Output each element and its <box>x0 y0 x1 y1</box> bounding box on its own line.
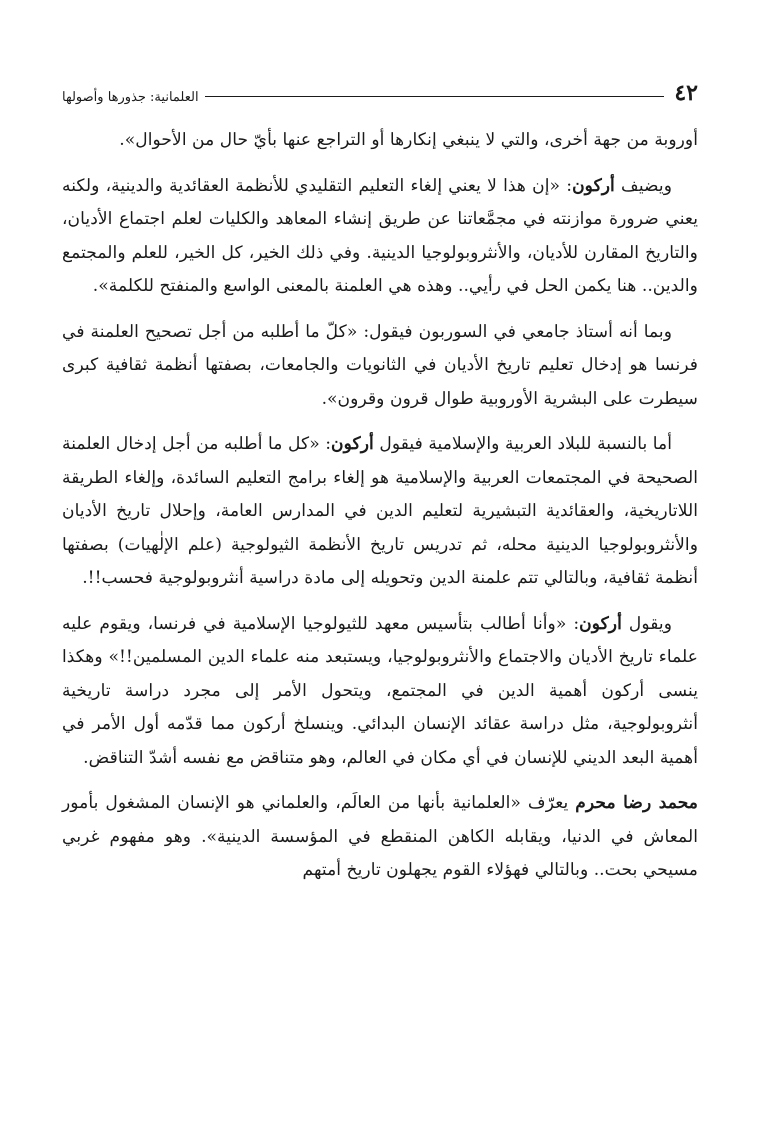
paragraph-5 <box>62 608 698 776</box>
book-page <box>62 72 698 1082</box>
paragraph-6 <box>62 787 698 888</box>
running-title: العلمانية: جذورها وأصولها <box>62 90 199 105</box>
paragraph-4 <box>62 428 698 596</box>
paragraph-bold-name: أركون <box>331 434 374 454</box>
paragraph-text-after: أوروبة من جهة أخرى، والتي لا ينبغي إنكارها أو التراجع عنها بأيّ حال من الأحوال». <box>119 130 698 150</box>
body-text <box>62 124 698 888</box>
header-rule <box>205 96 665 97</box>
paragraph-text-before: ويقول <box>621 613 672 634</box>
paragraph-3 <box>62 316 698 417</box>
paragraph-bold-name: محمد رضا محرم <box>575 793 698 813</box>
paragraph-text-after: : «إن هذا لا يعني إلغاء التعليم التقليدي للأنظمة العقائدية والدينية، ولكنه يعني ضرورة موازنته في مجمَّعاتنا عن طريق إنشاء المعاهد والكليات لعلم اجتماع الأديان، والتاريخ المقارن للأديان، والأنثروبولوجيا الدينية. وفي ذلك الخير، كل الخير، للعلم والمجتمع والدين.. هنا يكمن الحل في رأيي.. وهذه هي العلمنة بالمعنى الواسع والمنفتح للكلمة». <box>62 175 698 296</box>
paragraph-text-after: يعرّف «العلمانية بأنها من العالَم، والعلماني هو الإنسان المشغول بأمور المعاش في الدنيا، ويقابله الكاهن المنقطع في المؤسسة الدينية». وهو مفهوم غربي مسيحي بحت.. وبالتالي فهؤلاء القوم يجهلون تاريخ أمتهم <box>62 793 698 880</box>
paragraph-bold-name: أركون <box>579 613 622 634</box>
paragraph-text-after: : «وأنا أطالب بتأسيس معهد للثيولوجيا الإسلامية في فرنسا، ويقوم عليه علماء تاريخ الأديان والاجتماع والأنثروبولوجيا، ويستبعد منه علماء الدين المسلمين!!» وهكذا ينسى أركون أهمية الدين في المجتمع، ويتحول الأمر إلى مجرد دراسة تاريخية أنثروبولوجية، مثل دراسة عقائد الإنسان البدائي. وينسلخ أركون مما قدّمه أول الأمر في أهمية البعد الديني للإنسان في أي مكان في العالم، وهو متناقض مع نفسه أشدّ التناقض. <box>62 613 698 768</box>
paragraph-bold-name: أركون <box>572 175 615 196</box>
running-header <box>62 72 698 104</box>
paragraph-text-after: وبما أنه أستاذ جامعي في السوربون فيقول: «كلّ ما أطلبه من أجل تصحيح العلمنة في فرنسا هو إدخال تعليم تاريخ الأديان في الثانويات والجامعات، بصفتها أنظمة ثقافية كبرى سيطرت على البشرية الأوروبية طوال قرون وقرون». <box>62 321 698 409</box>
paragraph-text-before: ويضيف <box>614 175 672 196</box>
paragraph-1 <box>62 124 698 158</box>
paragraph-text-after: : «كل ما أطلبه من أجل إدخال العلمنة الصحيحة في المجتمعات العربية والإسلامية هو إلغاء برامج التعليم السائدة، وإلغاء الطريقة اللاتاريخية، والعقائدية التبشيرية لتعليم الدين في المدارس العامة، وإحلال تاريخ الأديان والأنثروبولوجيا الدينية محله، ثم تدريس تاريخ الأنظمة الثيولوجية (علم الإلٰهيات) بصفتها أنظمة ثقافية، وبالتالي تتم علمنة الدين وتحويله إلى مادة دراسية أنثروبولوجية فحسب!!. <box>62 434 698 588</box>
paragraph-text-before: أما بالنسبة للبلاد العربية والإسلامية فيقول <box>373 434 673 454</box>
page-number: ٤٢ <box>674 80 698 106</box>
paragraph-2 <box>62 170 698 304</box>
